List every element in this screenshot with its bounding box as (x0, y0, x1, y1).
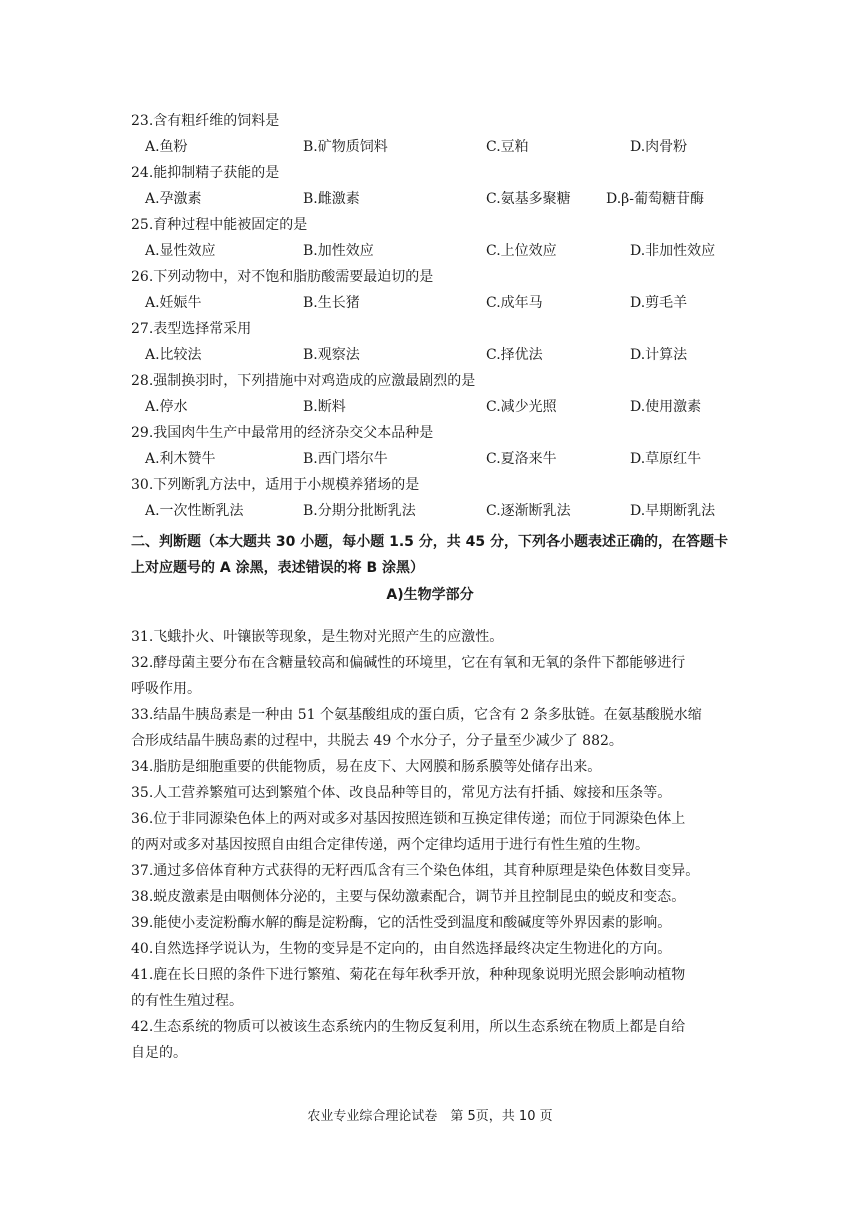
question-stem: 26.下列动物中，对不饱和脂肪酸需要最迫切的是 (131, 269, 434, 285)
option-a: A.比较法 (145, 347, 202, 363)
option-a: A.鱼粉 (145, 139, 188, 155)
option-a: A.孕激素 (145, 191, 202, 207)
question-29 (131, 420, 771, 472)
multiple-choice-section (131, 108, 771, 524)
question-stem: 23.含有粗纤维的饲料是 (131, 113, 280, 129)
tf-question-34: 34.脂肪是细胞重要的供能物质，易在皮下、大网膜和肠系膜等处储存出来。 (131, 759, 602, 775)
option-d: D.剪毛羊 (630, 295, 688, 311)
option-c: C.择优法 (486, 347, 543, 363)
question-options (131, 186, 771, 212)
question-options (131, 394, 771, 420)
tf-question-31: 31.飞蛾扑火、叶镶嵌等现象，是生物对光照产生的应激性。 (131, 629, 504, 645)
option-d: D.β-葡萄糖苷酶 (606, 191, 704, 207)
question-options (131, 446, 771, 472)
option-a: A.一次性断乳法 (145, 503, 244, 519)
question-27 (131, 316, 771, 368)
section-subheading: A)生物学部分 (386, 587, 474, 603)
option-d: D.早期断乳法 (630, 503, 716, 519)
page-footer: 农业专业综合理论试卷 第 5页，共 10 页 (307, 1109, 553, 1124)
option-c: C.氨基多聚糖 (486, 191, 571, 207)
option-c: C.逐渐断乳法 (486, 503, 571, 519)
tf-question-35: 35.人工营养繁殖可达到繁殖个体、改良品种等目的，常见方法有扦插、嫁接和压条等。 (131, 785, 672, 801)
option-c: C.夏洛来牛 (486, 451, 557, 467)
question-24 (131, 160, 771, 212)
option-b: B.观察法 (303, 347, 360, 363)
tf-question-39: 39.能使小麦淀粉酶水解的酶是淀粉酶，它的活性受到温度和酸碱度等外界因素的影响。 (131, 915, 672, 931)
option-c: C.减少光照 (486, 399, 557, 415)
tf-question-32: 32.酵母菌主要分布在含糖量较高和偏碱性的环境里，它在有氧和无氧的条件下都能够进行 呼吸作用。 (131, 655, 686, 697)
option-b: B.分期分批断乳法 (303, 503, 416, 519)
question-options (131, 498, 771, 524)
question-stem: 29.我国肉牛生产中最常用的经济杂交父本品种是 (131, 425, 434, 441)
option-c: C.豆粕 (486, 139, 529, 155)
option-d: D.非加性效应 (630, 243, 716, 259)
question-options (131, 238, 771, 264)
option-a: A.妊娠牛 (145, 295, 202, 311)
question-28 (131, 368, 771, 420)
tf-question-41: 41.鹿在长日照的条件下进行繁殖、菊花在每年秋季开放，种种现象说明光照会影响动植物 的有性生殖过程。 (131, 967, 686, 1009)
option-d: D.使用激素 (630, 399, 702, 415)
option-c: C.成年马 (486, 295, 543, 311)
option-b: B.断料 (303, 399, 346, 415)
question-23 (131, 108, 771, 160)
question-25 (131, 212, 771, 264)
option-a: A.利木赞牛 (145, 451, 216, 467)
tf-question-33: 33.结晶牛胰岛素是一种由 51 个氨基酸组成的蛋白质，它含有 2 条多肽链。在氨基酸脱水缩 合形成结晶牛胰岛素的过程中，共脱去 49 个水分子，分子量至少减少了 882。 (131, 707, 702, 749)
tf-question-38: 38.蜕皮激素是由咽侧体分泌的，主要与保幼激素配合，调节并且控制昆虫的蜕皮和变态。 (131, 889, 686, 905)
option-d: D.肉骨粉 (630, 139, 688, 155)
question-options (131, 342, 771, 368)
option-b: B.加性效应 (303, 243, 374, 259)
question-26 (131, 264, 771, 316)
question-stem: 30.下列断乳方法中，适用于小规模养猪场的是 (131, 477, 420, 493)
option-a: A.停水 (145, 399, 188, 415)
option-b: B.矿物质饲料 (303, 139, 388, 155)
option-d: D.计算法 (630, 347, 688, 363)
section-heading: 二、判断题（本大题共 30 小题，每小题 1.5 分，共 45 分，下列各小题表述正确的，在答题卡上对应题号的 A 涂黑，表述错误的将 B 涂黑） (131, 534, 729, 576)
option-b: B.生长猪 (303, 295, 360, 311)
question-options (131, 290, 771, 316)
question-30 (131, 472, 771, 524)
tf-question-37: 37.通过多倍体育种方式获得的无籽西瓜含有三个染色体组，其育种原理是染色体数目变异。 (131, 863, 700, 879)
tf-question-36: 36.位于非同源染色体上的两对或多对基因按照连锁和互换定律传递；而位于同源染色体上 的两对或多对基因按照自由组合定律传递，两个定律均适用于进行有性生殖的生物。 (131, 811, 686, 853)
question-stem: 25.育种过程中能被固定的是 (131, 217, 308, 233)
option-c: C.上位效应 (486, 243, 557, 259)
question-stem: 28.强制换羽时，下列措施中对鸡造成的应激最剧烈的是 (131, 373, 476, 389)
option-a: A.显性效应 (145, 243, 216, 259)
tf-question-40: 40.自然选择学说认为，生物的变异是不定向的，由自然选择最终决定生物进化的方向。 (131, 941, 672, 957)
option-d: D.草原红牛 (630, 451, 702, 467)
question-stem: 24.能抑制精子获能的是 (131, 165, 280, 181)
option-b: B.雌激素 (303, 191, 360, 207)
option-b: B.西门塔尔牛 (303, 451, 388, 467)
tf-question-42: 42.生态系统的物质可以被该生态系统内的生物反复利用，所以生态系统在物质上都是自给 自足的。 (131, 1019, 686, 1061)
question-options (131, 134, 771, 160)
question-stem: 27.表型选择常采用 (131, 321, 252, 337)
true-false-section (131, 624, 731, 1066)
